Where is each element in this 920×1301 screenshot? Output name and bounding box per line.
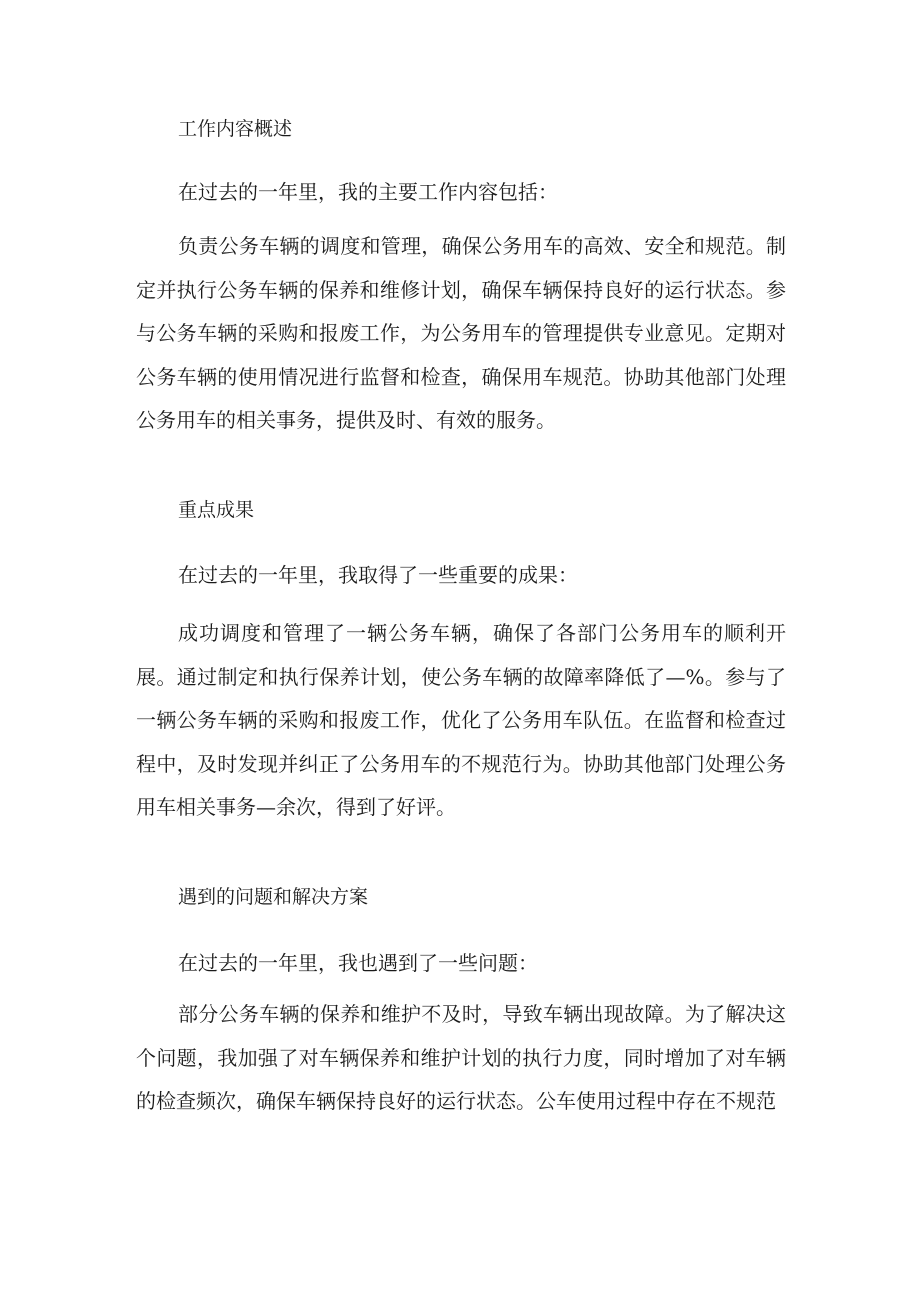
- section-body-key-results: 成功调度和管理了一辆公务车辆，确保了各部门公务用车的顺利开展。通过制定和执行保养计划，使公务车辆的故障率降低了—%。参与了一辆公务车辆的采购和报废工作，优化了公务用车队伍。在监督和检查过程中，及时发现并纠正了公务用车的不规范行为。协助其他部门处理公务用车相关事务—余次，得到了好评。: [136, 621, 786, 819]
- section-intro-key-results: 在过去的一年里，我取得了一些重要的成果：: [178, 563, 578, 587]
- section-intro-work-overview: 在过去的一年里，我的主要工作内容包括：: [178, 180, 558, 204]
- section-body-problems-solutions: 部分公务车辆的保养和维护不及时，导致车辆出现故障。为了解决这个问题，我加强了对车辆保养和维护计划的执行力度，同时增加了对车辆的检查频次，确保车辆保持良好的运行状态。公车使用过程中存在不规范: [136, 1002, 786, 1113]
- section-heading-problems-solutions: 遇到的问题和解决方案: [178, 886, 369, 908]
- section-intro-problems-solutions: 在过去的一年里，我也遇到了一些问题：: [178, 951, 538, 975]
- section-heading-work-overview: 工作内容概述: [178, 118, 293, 140]
- section-body-work-overview: 负责公务车辆的调度和管理，确保公务用车的高效、安全和规范。制定并执行公务车辆的保养和维修计划，确保车辆保持良好的运行状态。参与公务车辆的采购和报废工作，为公务用车的管理提供专业意见。定期对公务车辆的使用情况进行监督和检查，确保用车规范。协助其他部门处理公务用车的相关事务，提供及时、有效的服务。: [136, 234, 786, 432]
- section-heading-key-results: 重点成果: [178, 499, 255, 521]
